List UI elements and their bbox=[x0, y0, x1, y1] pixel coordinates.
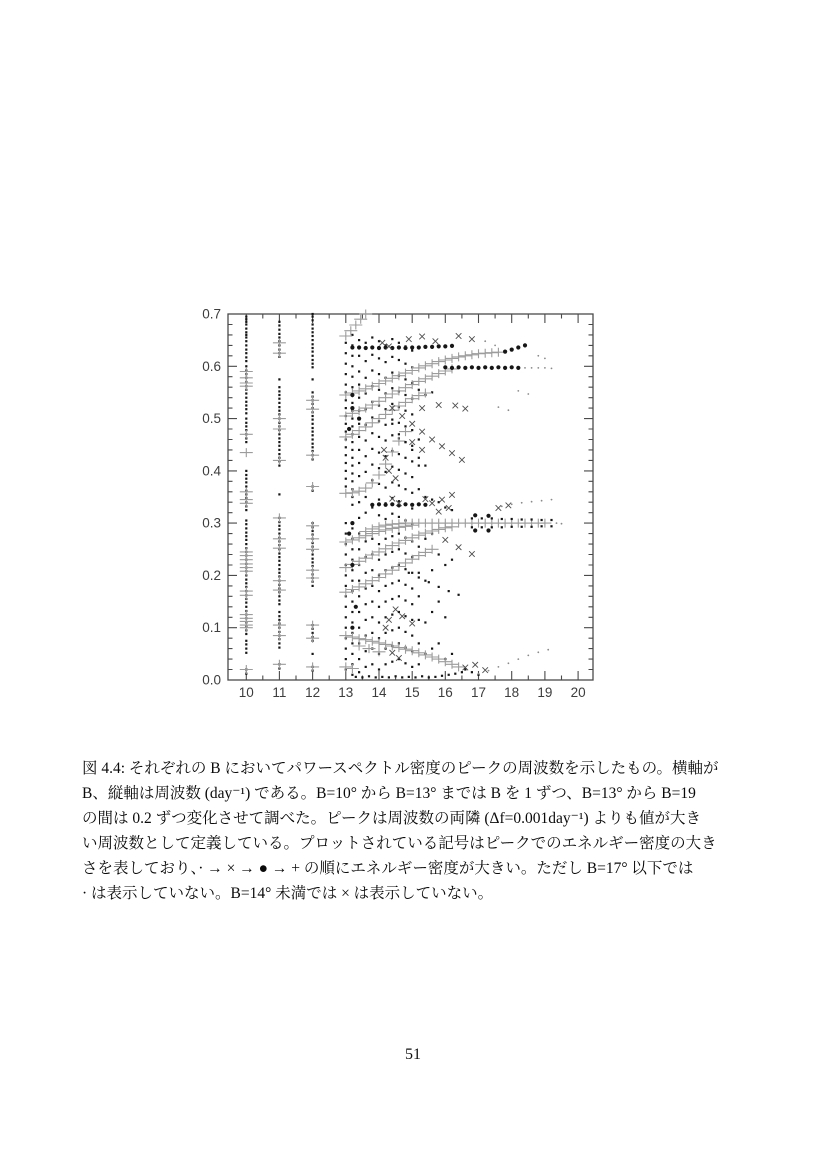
svg-text:12: 12 bbox=[305, 685, 321, 700]
caption-line: さを表しており、· → × → ● → + の順にエネルギー密度が大きい。ただし B=17° 以下では bbox=[82, 860, 694, 877]
svg-text:0.4: 0.4 bbox=[202, 463, 221, 479]
svg-text:17: 17 bbox=[470, 685, 487, 700]
caption-line: B、縦軸は周波数 (day⁻¹) である。B=10° から B=13° までは B を 1 ずつ、B=13° から B=19 bbox=[82, 785, 696, 802]
svg-text:19: 19 bbox=[537, 685, 553, 700]
caption-line: · は表示していない。B=14° 未満では × は表示していない。 bbox=[82, 885, 494, 902]
svg-text:0.1: 0.1 bbox=[202, 620, 221, 636]
svg-text:0.6: 0.6 bbox=[202, 358, 221, 374]
svg-text:11: 11 bbox=[272, 685, 287, 700]
caption-line: い周波数として定義している。プロットされている記号はピークでのエネルギー密度の大き bbox=[82, 835, 717, 852]
svg-text:0.0: 0.0 bbox=[202, 672, 221, 688]
svg-text:18: 18 bbox=[504, 685, 520, 700]
page-number: 51 bbox=[405, 1046, 421, 1063]
caption-line: 図 4.4: それぞれの B においてパワースペクトル密度のピークの周波数を示したもの。横軸が bbox=[82, 760, 719, 777]
svg-text:16: 16 bbox=[437, 685, 453, 700]
svg-text:20: 20 bbox=[570, 685, 586, 700]
svg-text:0.5: 0.5 bbox=[202, 411, 221, 427]
svg-text:0.3: 0.3 bbox=[202, 515, 221, 531]
figure-caption bbox=[82, 756, 748, 906]
svg-text:10: 10 bbox=[238, 685, 254, 700]
scatter-plot bbox=[186, 300, 616, 704]
svg-text:0.2: 0.2 bbox=[202, 567, 221, 583]
svg-text:15: 15 bbox=[404, 685, 420, 700]
svg-text:13: 13 bbox=[338, 685, 354, 700]
svg-text:0.7: 0.7 bbox=[202, 306, 221, 322]
caption-line: の間は 0.2 ずつ変化させて調べた。ピークは周波数の両隣 (Δf=0.001day⁻¹) よりも値が大き bbox=[82, 810, 702, 827]
svg-text:14: 14 bbox=[371, 685, 387, 700]
